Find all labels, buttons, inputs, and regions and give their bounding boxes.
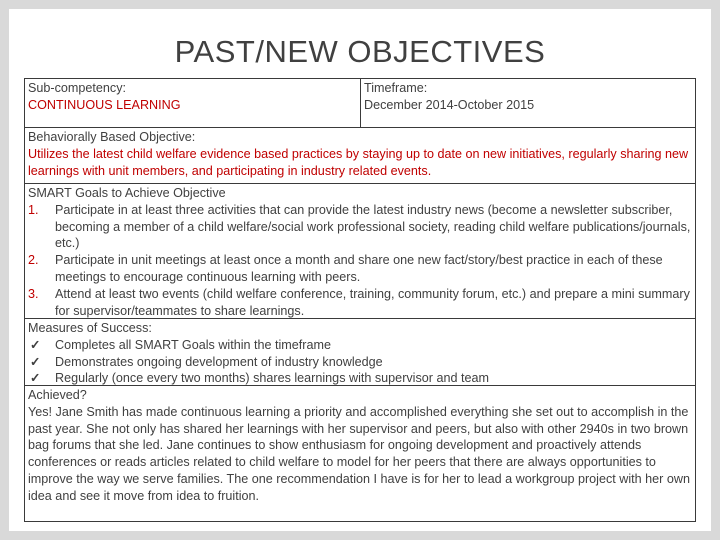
measures-label: Measures of Success: (28, 321, 152, 335)
smart-goal-item (28, 286, 692, 320)
smart-goal-text: Attend at least two events (child welfare conference, training, community forum, etc.) and prepare a mini summary for supervisor/teammates to share learnings. (55, 286, 690, 318)
sub-competency-label: Sub-competency: (28, 81, 127, 95)
measure-item (28, 337, 692, 354)
checkmark-icon: ✓ (30, 337, 41, 352)
objective-value: Utilizes the latest child welfare evidence based practices by staying up to date on new initiatives, regularly sharing new learnings with unit members, and participating in industry related events. (28, 146, 689, 178)
measure-item (28, 354, 692, 371)
measure-text: Regularly (once every two months) shares learnings with supervisor and team (55, 371, 489, 386)
measure-text: Completes all SMART Goals within the timeframe (55, 337, 331, 352)
smart-goals-cell (24, 183, 696, 319)
timeframe-cell (360, 78, 696, 128)
achieved-cell (24, 385, 696, 522)
checkmark-icon: ✓ (30, 354, 41, 369)
smart-goal-number: 3. (28, 286, 39, 301)
timeframe-value: December 2014-October 2015 (364, 97, 535, 112)
checkmark-icon: ✓ (30, 371, 41, 386)
achieved-label: Achieved? (28, 388, 87, 402)
smart-goal-number: 2. (28, 253, 39, 268)
smart-goal-text: Participate in unit meetings at least once a month and share one new fact/story/best practice in each of these meetings to encourage continuous learning with peers. (55, 253, 663, 284)
page-title: PAST/NEW OBJECTIVES (174, 34, 546, 69)
objective-label: Behaviorally Based Objective: (28, 130, 196, 144)
smart-goal-text: Participate in at least three activities that can provide the latest industry news (become a newsletter subscriber, becoming a member of a child welfare/social work professional society, reading child welfare publications/journals, etc.) (55, 202, 691, 251)
measure-text: Demonstrates ongoing development of industry knowledge (55, 354, 383, 369)
sub-competency-value: CONTINUOUS LEARNING (28, 97, 181, 112)
smart-goal-item (28, 202, 692, 252)
sub-competency-cell (24, 78, 361, 128)
timeframe-label: Timeframe: (364, 81, 428, 95)
smart-goal-number: 1. (28, 202, 39, 217)
measures-cell (24, 318, 696, 386)
objective-cell (24, 127, 696, 184)
achieved-text: Yes! Jane Smith has made continuous learning a priority and accomplished everything she set out to accomplish in the past year. She not only has shared her learnings with her supervisor and peers, but also with other 2940s in two brown bag forums that she led. Jane continues to show enthusiasm for ongoing development and proactively attends conferences or reads articles related to child welfare to model for her peers that there are always opportunities to improve the way we serve families. The one recommendation I have is for her to lead a workgroup project with her own idea and see it move from idea to fruition. (28, 404, 690, 503)
smart-goals-label: SMART Goals to Achieve Objective (28, 186, 226, 200)
smart-goal-item (28, 252, 692, 286)
